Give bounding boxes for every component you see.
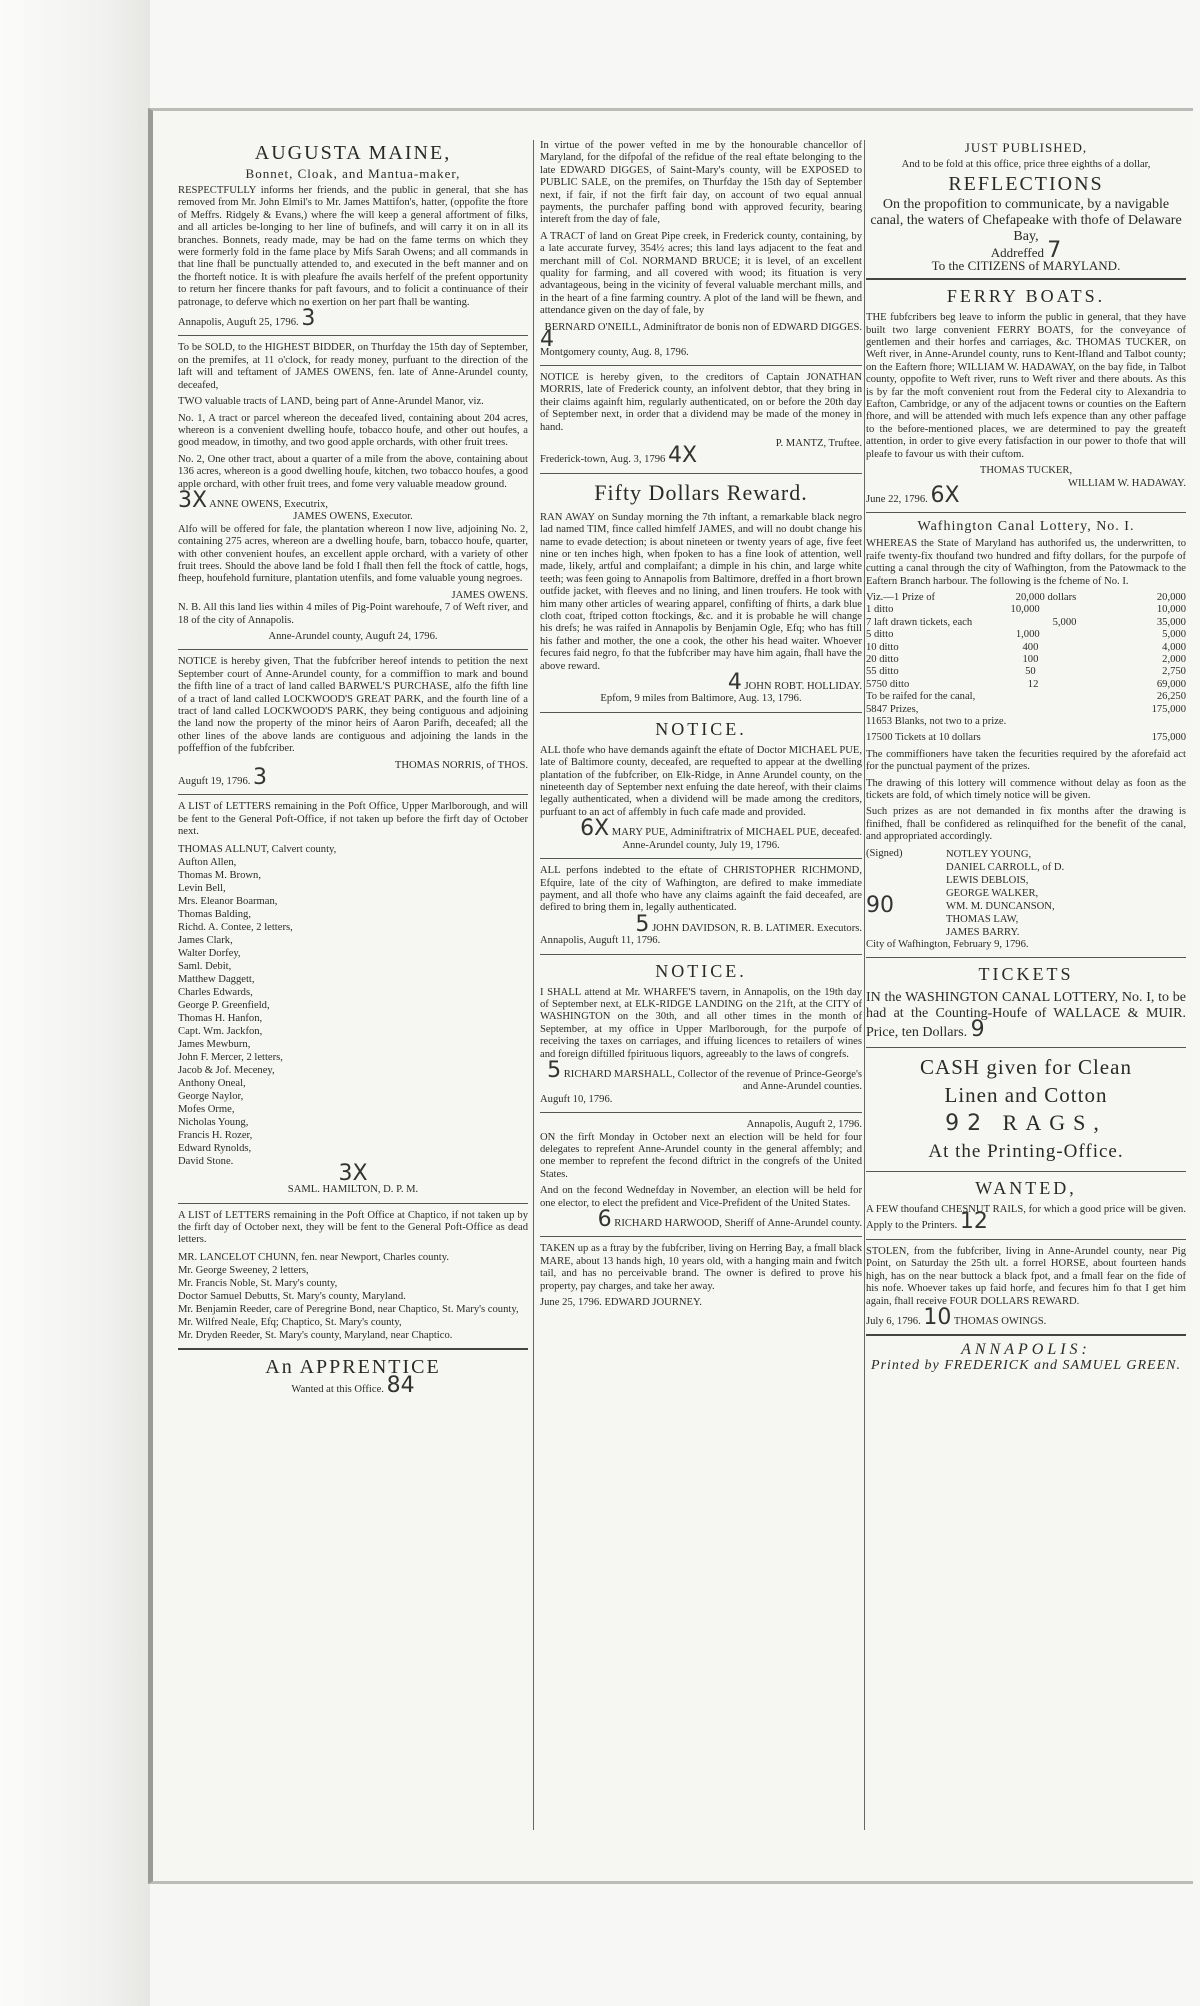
table-cell: 50: [1025, 666, 1036, 678]
ad-title: FERRY BOATS.: [946, 286, 1106, 307]
list-item: Francis H. Rozer,: [178, 1129, 253, 1141]
dateline: City of Wafhington, February 9, 1796.: [866, 938, 1029, 950]
ad-title: CASH given for Clean: [920, 1055, 1132, 1080]
ad-body: THE fubfcribers beg leave to inform the public in general, that they have built two large convenient FERRY BOATS, for the conveyance of gentlemen and their horfes and carriages, &c. THOMAS TUCKER, on Weft river, in Anne-Arundel county, runs to Kent-Ifland and Talbot county; on the Eaftern fhore; WILLIAM W. HADAWAY, on the bay fide, in Talbot county, oppofite to Weft river, runs to Weft river and there abouts. As this is by far the moft convenient rout from the Federal city to Alexandria to Eafton, Cambridge, or any of the adjacent towns or counties on the Eaftern fhore, and will be attended with much lefs expence than any other paffage to the before-mentioned places, we are determined to pay the greateft attention, in order to give every fatisfaction in our power to thofe that will pleafe to favour us with their cuftom.: [866, 312, 1186, 460]
handwritten-mark: 10: [923, 1304, 952, 1330]
ad-body: In virtue of the power vefted in me by the honourable chancellor of Maryland, for the difpofal of the refidue of the real eftate belonging to the late EDWARD DIGGES, of Saint-Mary's county, will be EXPOSED to PUBLIC SALE, on the premifes, on Thurfday the 15th day of September next, if fair, if not the firft fair day, on account of two equal annual payments, the purchafer paffing bond with approved fecurity, bearing intereft from the day of fale,: [540, 140, 862, 226]
imprint: Printed by FREDERICK and SAMUEL GREEN.: [871, 1358, 1181, 1374]
list-item: Doctor Samuel Debutts, St. Mary's county, Maryland.: [178, 1290, 406, 1302]
column-rule-2: [864, 140, 865, 1830]
list-item: Anthony Oneal,: [178, 1077, 246, 1089]
table-row: [866, 617, 1186, 629]
table-row: [866, 679, 1186, 691]
table-cell: 20,000: [1156, 591, 1186, 603]
signature: RICHARD HARWOOD, Sheriff of Anne-Arundel county.: [614, 1218, 862, 1230]
list-item: Charles Edwards,: [178, 986, 253, 998]
list-item: THOMAS ALLNUT, Calvert county,: [178, 843, 337, 855]
ad-body: To the CITIZENS of MARYLAND.: [931, 257, 1121, 273]
table-cell: 4,000: [1162, 641, 1186, 653]
ad-body: ALL thofe who have demands againft the eftate of Doctor MICHAEL PUE, late of Baltimore county, deceafed, are requefted to appear at the dwelling plantation of the fubfcriber, on Elk-Ridge, in Anne Arundel county, on the nineteenth day of September next enfuing the date hereof, with their claims legally authenticated, when a dividend will be made among the creditors, purfuant to an act of affembly in fuch cafe made and provided.: [540, 744, 862, 818]
ad-body: The commiffioners have taken the fecurities required by the aforefaid act for the punctual payment of the prizes.: [866, 748, 1186, 773]
signature: JAMES OWENS, Executor.: [293, 511, 413, 523]
table-cell: 26,250: [1156, 691, 1186, 703]
table-row: [866, 691, 1186, 703]
ad-title: RAGS,: [1002, 1110, 1107, 1136]
table-cell: 10 ditto: [866, 641, 899, 653]
handwritten-mark: 12: [959, 1209, 988, 1235]
handwritten-mark: 6X: [930, 482, 960, 508]
blanks-count: 11653 Blanks, not two to a prize.: [866, 716, 1007, 727]
ad-title: At the Printing-Office.: [928, 1141, 1124, 1163]
handwritten-mark: 6X: [580, 816, 610, 842]
handwritten-mark: 84: [386, 1372, 415, 1398]
ad-body: STOLEN, from the fubfcriber, living in Anne-Arundel county, near Pig Point, on Saturday the 25th ult. a forrel HORSE, about fourteen hands high, has on the near buttock a black fpot, and a fmall fear on the fide of his nofe. Whoever takes up faid horfe, and fecures him fo that I get him again, fhall receive FOUR DOLLARS REWARD.: [866, 1245, 1186, 1307]
ad-title: JUST PUBLISHED,: [964, 140, 1088, 155]
ad-title: WANTED,: [975, 1178, 1077, 1199]
imprint-title: ANNAPOLIS:: [961, 1341, 1091, 1359]
handwritten-mark: 3X: [338, 1160, 368, 1186]
list-item: Nicholas Young,: [178, 1116, 249, 1128]
ad-title: REFLECTIONS: [948, 173, 1104, 196]
table-cell: 35,000: [1156, 616, 1186, 628]
list-item: Mr. Francis Noble, St. Mary's county,: [178, 1277, 338, 1289]
ad-body: NOTICE is hereby given, That the fubfcriber hereof intends to petition the next September court of Anne-Arundel county, for a commiffion to mark and bound the fifth line of a tract of land called BARWEL'S PURCHASE, alfo the fifth line of a tract of land called LOCKWOOD'S GREAT PARK, and the fourth line of a tract of land called LOCKWOOD'S PARK, they being contiguous and adjoining the land now the property of the minor heirs of Aaron Parifh, deceafed; all the other lines of the above lands are contiguous and adjoining the lands in the poffeffion of the fubfcriber.: [178, 656, 528, 755]
ad-title: An APPRENTICE: [265, 1355, 441, 1378]
ad-body: I SHALL attend at Mr. WHARFE'S tavern, in Annapolis, on the 19th day of September next, at ELK-RIDGE LANDING on the 21ft, at the CITY of WASHINGTON on the 30th, and all other times in the month of September, at my office in Upper Marlborough, for the purpofe of receiving the taxes on carriages, and iffuing licences to retailers of wines and foreign diftilled fpirituous liquors, agreeably to the laws of congrefs.: [540, 986, 862, 1060]
list-item: LEWIS DEBLOIS,: [946, 874, 1029, 886]
list-item: Mr. Wilfred Neale, Efq; Chaptico, St. Mary's county,: [178, 1316, 402, 1328]
ad-title: NOTICE.: [655, 960, 747, 981]
ad-body: To be SOLD, to the HIGHEST BIDDER, on Thurfday the 15th day of September, on the premifes, at 11 o'clock, for ready money, purfuant to the direction of the laft will and teftament of JAMES OWENS, fen. late of Anne-Arundel county, deceafed,: [178, 342, 528, 391]
table-cell: Viz.—1 Prize of: [866, 591, 936, 603]
ad-title: Fifty Dollars Reward.: [594, 479, 808, 505]
ad-body: WHEREAS the State of Maryland has authorifed us, the underwritten, to raife twenty-fix thoufand two hundred and fifty dollars, for the purpofe of cutting a canal through the city of Wafhington, from the Patowmack to the Eaftern Branch harbour. The following is the fcheme of No. I.: [866, 538, 1186, 587]
list-item: Richd. A. Contee, 2 letters,: [178, 921, 293, 933]
list-item: Mr. Benjamin Reeder, care of Peregrine Bond, near Chaptico, St. Mary's county,: [178, 1303, 519, 1315]
ad-body: TAKEN up as a ftray by the fubfcriber, living on Herring Bay, a fmall black MARE, about 13 hands high, 10 years old, with a hanging main and fwitch tail, and has no perceivable brand. The owner is defired to prove his property, pay charges, and take her away.: [540, 1243, 862, 1292]
list-item: JAMES BARRY.: [946, 926, 1020, 938]
list-item: Capt. Wm. Jackfon,: [178, 1025, 263, 1037]
dateline: Anne-Arundel county, July 19, 1796.: [622, 839, 780, 851]
list-item: George Naylor,: [178, 1090, 244, 1102]
dateline: Auguft 19, 1796.: [178, 776, 251, 788]
list-item: Mr. Dryden Reeder, St. Mary's county, Maryland, near Chaptico.: [178, 1329, 453, 1341]
handwritten-mark: 5: [547, 1057, 562, 1083]
list-item: Saml. Debit,: [178, 960, 232, 972]
list-item: Matthew Daggett,: [178, 973, 255, 985]
handwritten-mark: 4X: [668, 443, 698, 469]
ad-subtitle: And to be fold at this office, price three eighths of a dollar,: [901, 159, 1151, 170]
ad-body: The drawing of this lottery will commence without delay as foon as the tickets are fold, of which timely notice will be given.: [866, 777, 1186, 802]
list-item: Mofes Orme,: [178, 1103, 235, 1115]
list-item: Aufton Allen,: [178, 856, 237, 868]
ad-body: N. B. All this land lies within 4 miles of Pig-Point warehoufe, 7 of Weft river, and 18 of the city of Annapolis.: [178, 602, 528, 626]
table-cell: 1,000: [1015, 629, 1040, 641]
handwritten-mark: 4: [727, 670, 742, 696]
signature: THOMAS OWINGS.: [953, 1315, 1047, 1327]
table-row: [866, 666, 1186, 678]
dateline: Annapolis, Auguft 11, 1796.: [540, 935, 661, 947]
list-item: James Mewburn,: [178, 1038, 251, 1050]
list-item: Walter Dorfey,: [178, 947, 241, 959]
dateline: Frederick-town, Aug. 3, 1796: [540, 454, 666, 466]
table-cell: To be raifed for the canal,: [866, 691, 976, 703]
handwritten-mark: 92: [945, 1111, 990, 1137]
list-item: Thomas M. Brown,: [178, 869, 261, 881]
handwritten-mark: 3: [253, 765, 268, 791]
list-item: James Clark,: [178, 934, 233, 946]
ad-body: A LIST of LETTERS remaining in the Poft Office at Chaptico, if not taken up by the firft day of October next, they will be fent to the General Poft-Office as dead letters.: [178, 1209, 528, 1246]
signature: MARY PUE, Adminiftratrix of MICHAEL PUE, deceafed.: [611, 827, 862, 839]
ad-subtitle: Wanted at this Office.: [291, 1383, 384, 1395]
letter-list: [178, 1251, 528, 1342]
signature: THOMAS NORRIS, of THOS.: [394, 759, 528, 771]
table-cell: 2,750: [1162, 666, 1186, 678]
ad-body: A FEW thoufand CHESNUT RAILS, for which a good price will be given. Apply to the Printers.: [866, 1204, 1186, 1232]
ad-body: NOTICE is hereby given, to the creditors of Captain JONATHAN MORRIS, late of Frederick county, an infolvent debtor, that they bring in their claims againft him, regularly authenticated, on or before the 20th day of September next, in order that a dividend may be made of the money in hand.: [540, 371, 862, 433]
signature: R. B. LATIMER.: [741, 922, 815, 934]
addressed-label: Addreffed: [990, 245, 1044, 261]
table-row: [866, 629, 1186, 641]
list-item: THOMAS LAW,: [946, 913, 1019, 925]
signature: RICHARD MARSHALL, Collector of the revenue of Prince-George's and Anne-Arundel counties.: [563, 1068, 862, 1093]
handwritten-mark: 5: [635, 911, 650, 937]
ad-body: ALL perfons indebted to the eftate of CHRISTOPHER RICHMOND, Efquire, late of the city of Wafhington, are defired to make immediate payment, and all thofe who have any claims againft the faid deceafed, are defired to bring them in, legally authenticated.: [540, 865, 862, 914]
table-cell: 5,000: [1052, 616, 1077, 628]
ad-body: A TRACT of land on Great Pipe creek, in Frederick county, containing, by a late accurate furvey, 354½ acres; this land lays adjacent to the feat and merchant mill of Col. NORMAND BRUCE; it is level, of an excellent quality for farming, and all covered with wood; its fituation is very advantageous, being in the vicinity of feveral valuable merchant mills, and in the heart of a fine farming country. A plot of the land will be fhewn, and attendance given on the day of fale, by: [540, 230, 862, 317]
ad-subtitle: Bonnet, Cloak, and Mantua-maker,: [245, 166, 461, 181]
dateline: June 22, 1796.: [866, 493, 928, 505]
handwritten-mark: 3X: [178, 487, 208, 513]
ad-body: RESPECTFULLY informs her friends, and the public in general, that she has removed from Mr. John Elmil's to Mr. James Mattifon's, hatter, (oppofite the ftore of Meffrs. Ridgely & Evans,) where fhe will keep a general affortment of filks, and all articles be-longing to her line of bufinefs, and will carry it on in all its branches. Bonnets, ready made, may be had on the fame terms on which they were formerly fold in the fame place by Mifs Sarah Owens; and all commands in that line fhall be punctually attended to, and executed in the beft manner and on the fhorteft notice. It is with pleafure fhe avails herfelf of the prefent opportunity to return her fincere thanks for paft favours, and to folicit a continuance of their patronage, to deferve which no exertion on her part fhall be wanting.: [178, 185, 528, 308]
table-cell: 5,000: [1162, 629, 1186, 641]
prizes-total: 175,000: [1151, 703, 1186, 715]
signature: BERNARD O'NEILL, Adminiftrator de bonis non of EDWARD DIGGES.: [544, 321, 862, 333]
dateline: Montgomery county, Aug. 8, 1796.: [540, 346, 689, 358]
table-cell: 20,000 dollars: [1015, 591, 1077, 603]
list-item: Mr. George Sweeney, 2 letters,: [178, 1264, 309, 1276]
table-cell: 12: [1027, 678, 1039, 690]
table-cell: 2,000: [1162, 653, 1186, 665]
tickets-total: 175,000: [1151, 732, 1186, 744]
table-cell: 10,000: [1156, 604, 1186, 616]
lottery-scheme-table: [866, 592, 1186, 704]
ad-body: No. 1, A tract or parcel whereon the deceafed lived, containing about 204 acres, whereon is a convenient dwelling houfe, tobacco houfe, and other out houfes, a good meadow, in timothy, and two good apple orchards, with other fruit trees.: [178, 412, 528, 449]
signature: WILLIAM W. HADAWAY.: [1067, 477, 1186, 489]
list-item: Jacob & Jof. Meceney,: [178, 1064, 275, 1076]
list-item: Levin Bell,: [178, 882, 226, 894]
handwritten-mark: 6: [597, 1207, 612, 1233]
dateline: June 25, 1796.: [540, 1297, 602, 1309]
list-item: DANIEL CARROLL, of D.: [946, 861, 1065, 873]
list-item: MR. LANCELOT CHUNN, fen. near Newport, Charles county.: [178, 1251, 449, 1263]
signature: SAML. HAMILTON, D. P. M.: [287, 1184, 419, 1196]
list-item: George P. Greenfield,: [178, 999, 270, 1011]
letter-list: [178, 843, 528, 1168]
ad-body: And on the fecond Wednefday in November, an election will be held for one elector, to elect the prefident and Vice-Prefident of the United States.: [540, 1185, 862, 1209]
signature: THOMAS TUCKER,: [979, 465, 1073, 477]
dateline: July 6, 1796.: [866, 1315, 921, 1327]
ad-body: IN the WASHINGTON CANAL LOTTERY, No. I, to be had at the Counting-Houfe of WALLACE & MUIR. Price, ten Dollars.: [866, 990, 1186, 1041]
ad-body: TWO valuable tracts of LAND, being part of Anne-Arundel Manor, viz.: [178, 396, 484, 408]
dateline: Epfom, 9 miles from Baltimore, Aug. 13, 1796.: [600, 693, 802, 705]
list-item: Thomas Balding,: [178, 908, 251, 920]
handwritten-mark: 3: [301, 306, 316, 332]
signature: JOHN ROBT. HOLLIDAY.: [744, 681, 862, 693]
ad-body: RAN AWAY on Sunday morning the 7th inftant, a remarkable black negro lad named TIM, fince called himfelf JAMES, and will no doubt change his name to evade detection; is about nineteen or twenty years of age, five feet nine or ten inches high, when fpoken to has a fine look of attention, well made, likely, artful and complaifant; a dimple in his chin, and large white teeth; was feen going to Annapolis from Baltimore, dreffed in a fhort brown outfide jacket, with fleeves and no lining, and linen troufers. He took with him many other articles of wearing apparel, confifting of fhirts, a dark blue cloth coat, ftriped cotton ftockings, &c. and it is probable he will change his drefs; he was raifed in Annapolis by Benjamin Ogle, Efq; who has ftill his father and mother, the one a cook, the other his head waiter. Whoever fecures faid negro, fo that the fubfcriber may have him again, fhall have the above reward.: [540, 511, 862, 672]
handwritten-mark: 9: [970, 1017, 985, 1043]
dateline: Anne-Arundel county, Auguft 24, 1796.: [268, 631, 438, 642]
handwritten-mark: 7: [1047, 238, 1062, 264]
list-item: Thomas H. Hanfon,: [178, 1012, 263, 1024]
page-margin: [0, 0, 150, 2006]
table-row: [866, 604, 1186, 616]
tickets-count: 17500 Tickets at 10 dollars: [866, 732, 981, 744]
ad-body: Alfo will be offered for fale, the plantation whereon I now live, adjoining No. 2, containing 275 acres, whereon are a dwelling houfe, barn, tobacco houfe, quarter, with other convenient houfes, an excellent apple orchard, with a variety of other fruit trees. Should the above land be fold I fhall then fell the ftock of cattle, hogs, fheep, houfehold furniture, plantation utenfils, and fome valuable young negroes.: [178, 523, 528, 585]
prizes-count: 5847 Prizes,: [866, 703, 919, 715]
column-1: [178, 140, 528, 1396]
list-item: John F. Mercer, 2 letters,: [178, 1051, 283, 1063]
ad-title: Linen and Cotton: [944, 1083, 1108, 1108]
table-cell: 10,000: [1010, 604, 1040, 616]
ad-body: Such prizes as are not demanded in fix months after the drawing is finifhed, fhall be confidered as relinquifhed for the benefit of the canal, and appropriated accordingly.: [866, 806, 1186, 843]
table-cell: 20 ditto: [866, 653, 899, 665]
ad-title: Wafhington Canal Lottery, No. I.: [917, 519, 1135, 535]
dateline: Auguft 10, 1796.: [540, 1093, 613, 1105]
ad-body: No. 2, One other tract, about a quarter of a mile from the above, containing about 136 acres, whereon is a good dwelling houfe, kitchen, two tobacco houfes, a good apple orchard, with other fruit trees, and fome very valuable meadow ground.: [178, 453, 528, 490]
dateline: Annapolis, Auguft 2, 1796.: [746, 1119, 862, 1131]
ad-body: ON the firft Monday in October next an election will be held for four delegates to reprefent Anne-Arundel county in the general affembly; and one member to reprefent the fecond diftrict in the congrefs of the United States.: [540, 1131, 862, 1180]
table-cell: 69,000: [1156, 678, 1186, 690]
list-item: WM. M. DUNCANSON,: [946, 900, 1055, 912]
table-cell: 1 ditto: [866, 604, 894, 616]
signed-label: (Signed): [866, 847, 903, 859]
handwritten-mark: 90: [866, 893, 894, 919]
list-item: NOTLEY YOUNG,: [946, 848, 1032, 860]
list-item: Mrs. Eleanor Boarman,: [178, 895, 278, 907]
table-cell: 7 laft drawn tickets, each: [866, 616, 973, 628]
table-cell: 100: [1022, 653, 1039, 665]
executors-label: Executors.: [816, 922, 862, 934]
ad-title: TICKETS: [978, 964, 1074, 985]
list-item: GEORGE WALKER,: [946, 887, 1039, 899]
ad-title: AUGUSTA MAINE,: [254, 142, 452, 164]
handwritten-mark: 4: [540, 327, 554, 353]
signature: JAMES OWENS.: [451, 589, 528, 601]
commissioner-list: [946, 848, 1064, 939]
table-cell: 5750 ditto: [866, 678, 910, 690]
signature: ANNE OWENS, Executrix,: [209, 498, 329, 510]
table-row: [866, 654, 1186, 666]
column-3: [866, 140, 1186, 1374]
list-item: Edward Rynolds,: [178, 1142, 252, 1154]
table-cell: 400: [1022, 641, 1039, 653]
signature: P. MANTZ, Truftee.: [775, 437, 862, 449]
list-item: David Stone.: [178, 1155, 234, 1167]
table-row: [866, 592, 1186, 604]
column-rule-1: [533, 140, 534, 1830]
ad-title: NOTICE.: [655, 718, 747, 739]
column-2: [540, 140, 862, 1309]
table-cell: 55 ditto: [866, 666, 899, 678]
ad-body: A LIST of LETTERS remaining in the Poft Office, Upper Marlborough, and will be fent to the General Poft-Office, if not taken up before the firft day of October next.: [178, 801, 528, 838]
signature: EDWARD JOURNEY.: [604, 1297, 702, 1309]
table-cell: 5 ditto: [866, 629, 894, 641]
table-row: [866, 642, 1186, 654]
ad-body: On the propofition to communicate, by a navigable canal, the waters of Chefapeake with thofe of Delaware Bay,: [870, 197, 1182, 245]
signature: JOHN DAVIDSON,: [652, 922, 739, 934]
dateline: Annapolis, Auguft 25, 1796.: [178, 317, 299, 329]
